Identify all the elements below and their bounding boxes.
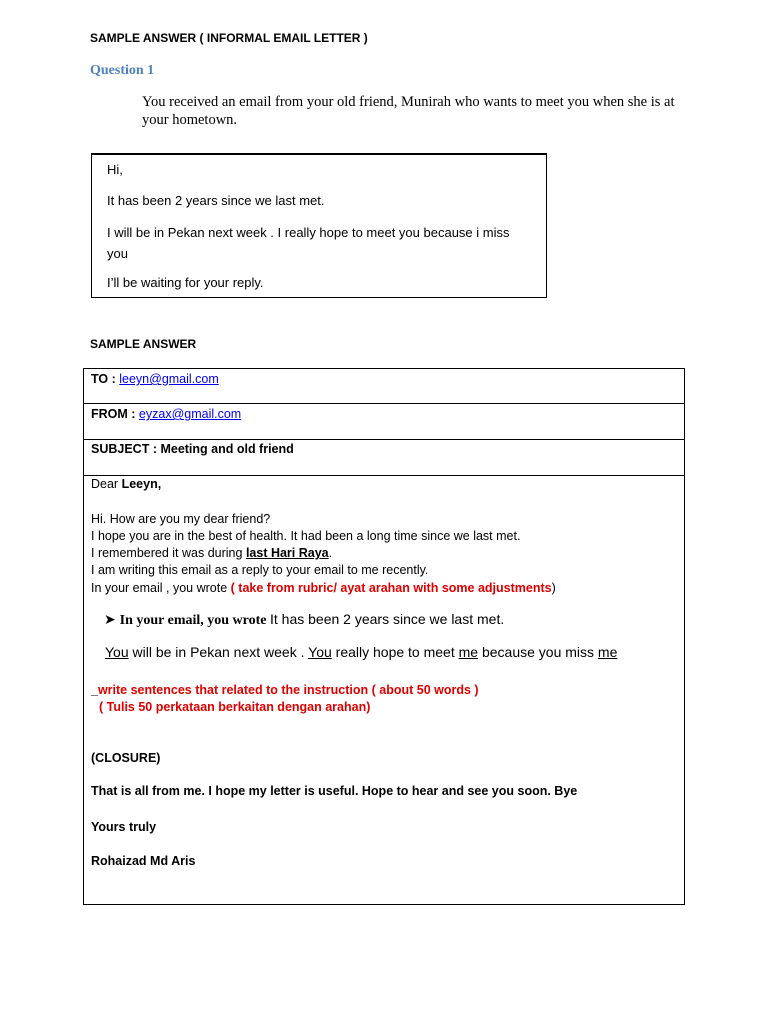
sample-answer-heading: SAMPLE ANSWER	[90, 337, 197, 351]
recipient-name: Leeyn,	[121, 477, 162, 491]
red-instruction: write sentences that related to the instruction ( about 50 words )	[97, 683, 479, 697]
body-text: because you miss	[478, 644, 598, 660]
row-divider	[84, 403, 684, 404]
document-title: SAMPLE ANSWER ( INFORMAL EMAIL LETTER )	[90, 31, 368, 45]
body-text: will be in Pekan next week .	[128, 644, 309, 660]
body-line: Hi. How are you my dear friend?	[91, 512, 271, 526]
to-email-link[interactable]: leeyn@gmail.com	[119, 372, 219, 386]
underscore: _	[91, 683, 98, 697]
subject-row: SUBJECT : Meeting and old friend	[91, 442, 294, 456]
closure-text: That is all from me. I hope my letter is useful. Hope to hear and see you soon. Bye	[91, 784, 578, 798]
pronoun: me	[458, 644, 479, 660]
body-text: I remembered it was during	[91, 546, 246, 560]
pronoun: You	[308, 644, 332, 660]
body-line: I am writing this email as a reply to your email to me recently.	[91, 563, 429, 577]
body-text: In your email , you wrote	[91, 581, 231, 595]
body-text: really hope to meet	[331, 644, 459, 660]
from-label: FROM :	[91, 407, 139, 421]
prompt-email-box	[91, 153, 547, 298]
row-divider	[84, 475, 684, 476]
instruction-line	[91, 682, 479, 698]
salutation	[91, 476, 161, 492]
bullet-lead: In your email, you wrote	[119, 613, 270, 628]
from-email-link[interactable]: eyzax@gmail.com	[138, 407, 242, 421]
arrow-bullet-icon: ➤	[104, 611, 116, 627]
pronoun: me	[597, 644, 618, 660]
body-line: I hope you are in the best of health. It had been a long time since we last met.	[91, 529, 521, 543]
to-label: TO :	[91, 372, 120, 386]
question-text: You received an email from your old friend, Munirah who wants to meet you when she is at your hometown.	[142, 94, 675, 128]
highlight-text: last Hari Raya	[245, 546, 329, 560]
body-line	[91, 545, 332, 561]
signoff: Yours truly	[91, 820, 157, 834]
dear-prefix: Dear	[91, 477, 122, 491]
prompt-greeting: Hi,	[107, 162, 123, 177]
to-row	[91, 371, 219, 387]
body-text: )	[551, 581, 556, 595]
bullet-end: .	[500, 611, 505, 627]
red-instruction: ( take from rubric/ ayat arahan with some adjustments	[230, 581, 552, 595]
answer-table	[83, 368, 685, 905]
prompt-line: It has been 2 years since we last met.	[107, 193, 325, 208]
body-text: .	[328, 546, 333, 560]
prompt-line: I will be in Pekan next week . I really hope to meet you because i miss	[107, 225, 510, 240]
instruction-line: ( Tulis 50 perkataan berkaitan dengan arahan)	[99, 700, 371, 714]
closure-label: (CLOSURE)	[91, 751, 161, 765]
pronoun: You	[105, 644, 129, 660]
question-heading: Question 1	[90, 63, 155, 78]
prompt-line: I’ll be waiting for your reply.	[107, 275, 264, 290]
row-divider	[84, 439, 684, 440]
bullet-quote: It has been 2 years since we last met	[270, 611, 501, 627]
bullet-line	[104, 609, 504, 631]
prompt-line: you	[107, 246, 128, 261]
body-line	[91, 580, 556, 596]
from-row	[91, 406, 241, 422]
adjusted-line	[105, 642, 617, 662]
signature: Rohaizad Md Aris	[91, 854, 196, 868]
